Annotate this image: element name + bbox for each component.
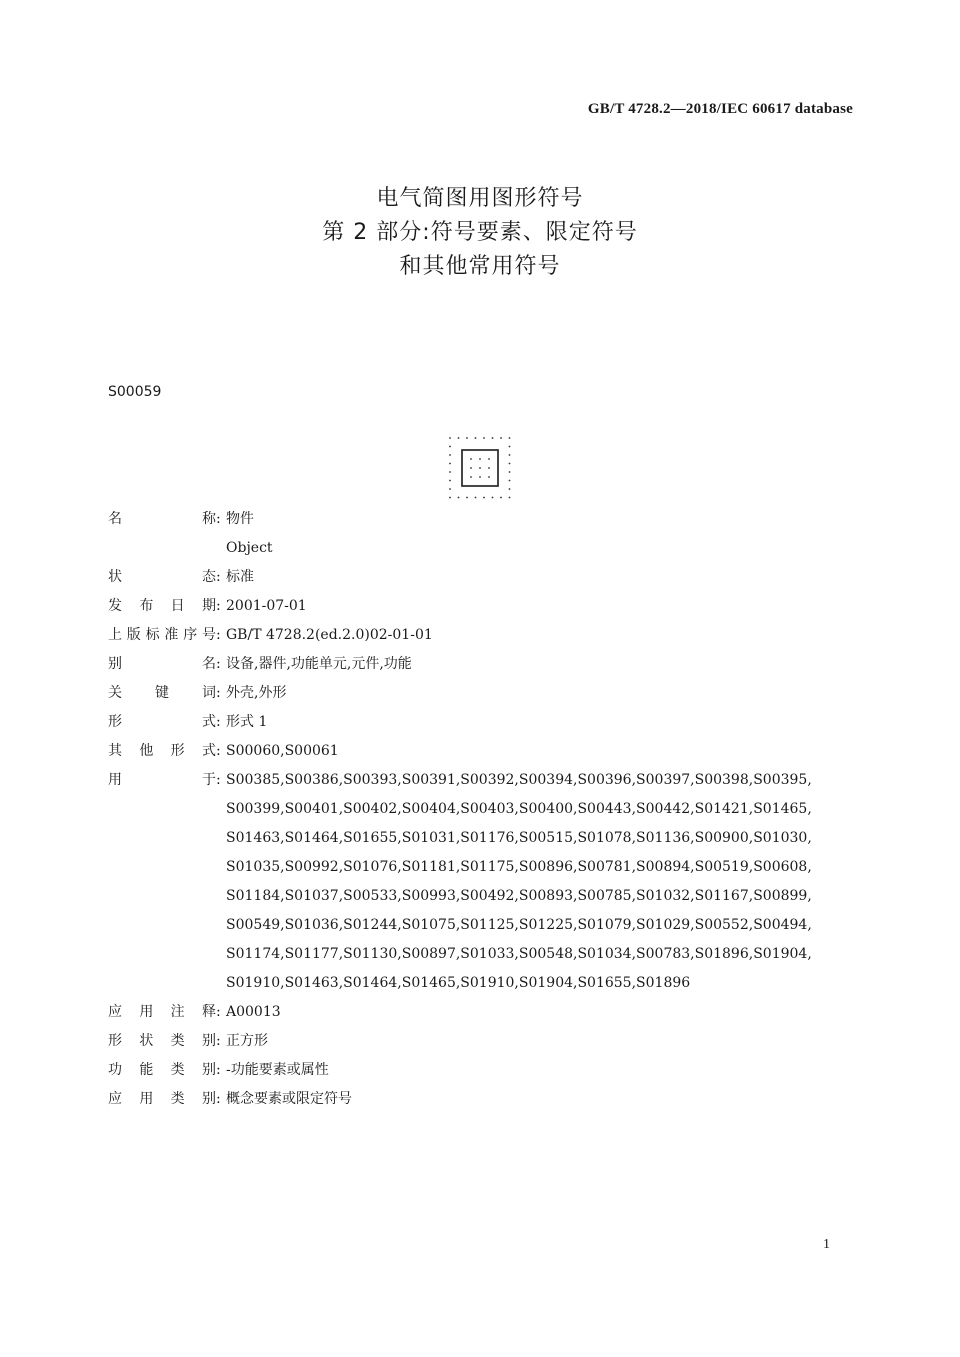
grid-dots — [449, 437, 510, 498]
grid-dot — [500, 497, 502, 499]
grid-dot — [475, 497, 477, 499]
field-application-class — [108, 1085, 868, 1114]
grid-dot — [475, 437, 477, 439]
field-colon: : — [216, 1062, 221, 1078]
grid-dot — [509, 454, 511, 456]
field-value-used-in — [226, 766, 868, 998]
used-in-line: S00399,S00401,S00402,S00404,S00403,S00400,S00443,S00442,S01421,S01465, — [226, 801, 812, 817]
field-value-application-note: A00013 — [226, 1004, 281, 1020]
page-number: 1 — [823, 1237, 830, 1252]
field-label-function-class: 功能类别 — [108, 1062, 216, 1078]
field-name — [108, 505, 868, 563]
grid-dot — [470, 458, 472, 460]
title-line-3: 和其他常用符号 — [399, 254, 561, 279]
field-label-keywords: 关键词 — [108, 685, 216, 701]
grid-dot — [479, 467, 481, 469]
field-release-date — [108, 592, 868, 621]
used-in-line: S01910,S01463,S01464,S01465,S01910,S01904,S01655,S01896 — [226, 975, 691, 991]
used-in-line: S00385,S00386,S00393,S00391,S00392,S00394,S00396,S00397,S00398,S00395, — [226, 772, 812, 788]
field-application-note — [108, 998, 868, 1027]
field-form — [108, 708, 868, 737]
field-value-name — [226, 505, 868, 563]
grid-dot — [470, 467, 472, 469]
grid-dot — [458, 437, 460, 439]
field-alias — [108, 650, 868, 679]
used-in-line: S01463,S01464,S01655,S01031,S01176,S00515,S01078,S01136,S00900,S01030, — [226, 830, 812, 846]
used-in-line: S01184,S01037,S00533,S00993,S00492,S00893,S00785,S01032,S01167,S00899, — [226, 888, 812, 904]
field-colon: : — [216, 1033, 221, 1049]
grid-dot — [509, 488, 511, 490]
grid-dot — [449, 488, 451, 490]
field-label-other-forms: 其他形式 — [108, 743, 216, 759]
field-colon: : — [216, 714, 221, 730]
grid-dot — [449, 480, 451, 482]
field-status — [108, 563, 868, 592]
field-label-name: 名称 — [108, 511, 216, 527]
grid-dot — [488, 458, 490, 460]
used-in-line: S00549,S01036,S01244,S01075,S01125,S01225,S01079,S01029,S00552,S00494, — [226, 917, 812, 933]
title-line-2: 第 2 部分:符号要素、限定符号 — [322, 220, 638, 245]
field-value-shape-class: 正方形 — [226, 1033, 268, 1049]
field-colon: : — [216, 743, 221, 759]
field-value-previous-standard: GB/T 4728.2(ed.2.0)02-01-01 — [226, 627, 433, 643]
grid-dot — [500, 437, 502, 439]
field-value-application-class: 概念要素或限定符号 — [226, 1091, 352, 1107]
document-title — [0, 182, 960, 284]
field-value-release-date: 2001-07-01 — [226, 598, 307, 614]
field-value-form: 形式 1 — [226, 714, 268, 730]
used-in-line: S01035,S00992,S01076,S01181,S01175,S00896,S00781,S00894,S00519,S00608, — [226, 859, 812, 875]
field-label-status: 状态 — [108, 569, 216, 585]
field-colon: : — [216, 569, 221, 585]
field-value-alias: 设备,器件,功能单元,元件,功能 — [226, 656, 412, 672]
symbol-fields — [108, 505, 868, 1114]
field-value-function-class: -功能要素或属性 — [226, 1062, 329, 1078]
grid-dot — [479, 476, 481, 478]
field-colon: : — [216, 598, 221, 614]
field-value-other-forms: S00060,S00061 — [226, 743, 339, 759]
grid-dot — [488, 476, 490, 478]
grid-dot — [458, 497, 460, 499]
grid-dot — [449, 463, 451, 465]
field-keywords — [108, 679, 868, 708]
symbol-id: S00059 — [108, 384, 162, 400]
field-colon: : — [216, 1004, 221, 1020]
grid-dot — [509, 437, 511, 439]
name-en: Object — [226, 540, 273, 556]
field-label-release-date: 发布日期 — [108, 598, 216, 614]
grid-dot — [509, 480, 511, 482]
grid-dot — [479, 458, 481, 460]
grid-dot — [449, 497, 451, 499]
field-label-form: 形式 — [108, 714, 216, 730]
field-label-previous-standard: 上版标准序号 — [108, 627, 216, 643]
grid-dot — [488, 467, 490, 469]
field-colon: : — [216, 685, 221, 701]
field-label-application-note: 应用注释 — [108, 1004, 216, 1020]
field-colon: : — [216, 511, 221, 527]
grid-dot — [509, 471, 511, 473]
grid-dot — [483, 437, 485, 439]
field-colon: : — [216, 627, 221, 643]
field-previous-standard — [108, 621, 868, 650]
field-label-application-class: 应用类别 — [108, 1091, 216, 1107]
field-label-shape-class: 形状类别 — [108, 1033, 216, 1049]
field-colon: : — [216, 656, 221, 672]
field-label-alias: 别名 — [108, 656, 216, 672]
title-line-1: 电气简图用图形符号 — [376, 186, 584, 211]
field-other-forms — [108, 737, 868, 766]
name-cn: 物件 — [226, 511, 254, 527]
grid-dot — [449, 454, 451, 456]
grid-dot — [449, 471, 451, 473]
field-value-status: 标准 — [226, 569, 254, 585]
grid-dot — [492, 497, 494, 499]
grid-dot — [509, 463, 511, 465]
grid-dot — [470, 476, 472, 478]
grid-dot — [449, 437, 451, 439]
field-shape-class — [108, 1027, 868, 1056]
field-label-used-in: 用于 — [108, 772, 216, 788]
grid-dot — [466, 497, 468, 499]
field-colon: : — [216, 1091, 221, 1107]
grid-dot — [492, 437, 494, 439]
standard-header: GB/T 4728.2—2018/IEC 60617 database — [587, 101, 853, 117]
grid-dot — [509, 446, 511, 448]
grid-dot — [449, 446, 451, 448]
field-used-in — [108, 766, 868, 998]
used-in-line: S01174,S01177,S01130,S00897,S01033,S00548,S01034,S00783,S01896,S01904, — [226, 946, 812, 962]
field-value-keywords: 外壳,外形 — [226, 685, 287, 701]
grid-dot — [483, 497, 485, 499]
field-function-class — [108, 1056, 868, 1085]
grid-dot — [509, 497, 511, 499]
field-colon: : — [216, 772, 221, 788]
grid-dot — [466, 437, 468, 439]
object-square-symbol-icon — [448, 436, 512, 500]
